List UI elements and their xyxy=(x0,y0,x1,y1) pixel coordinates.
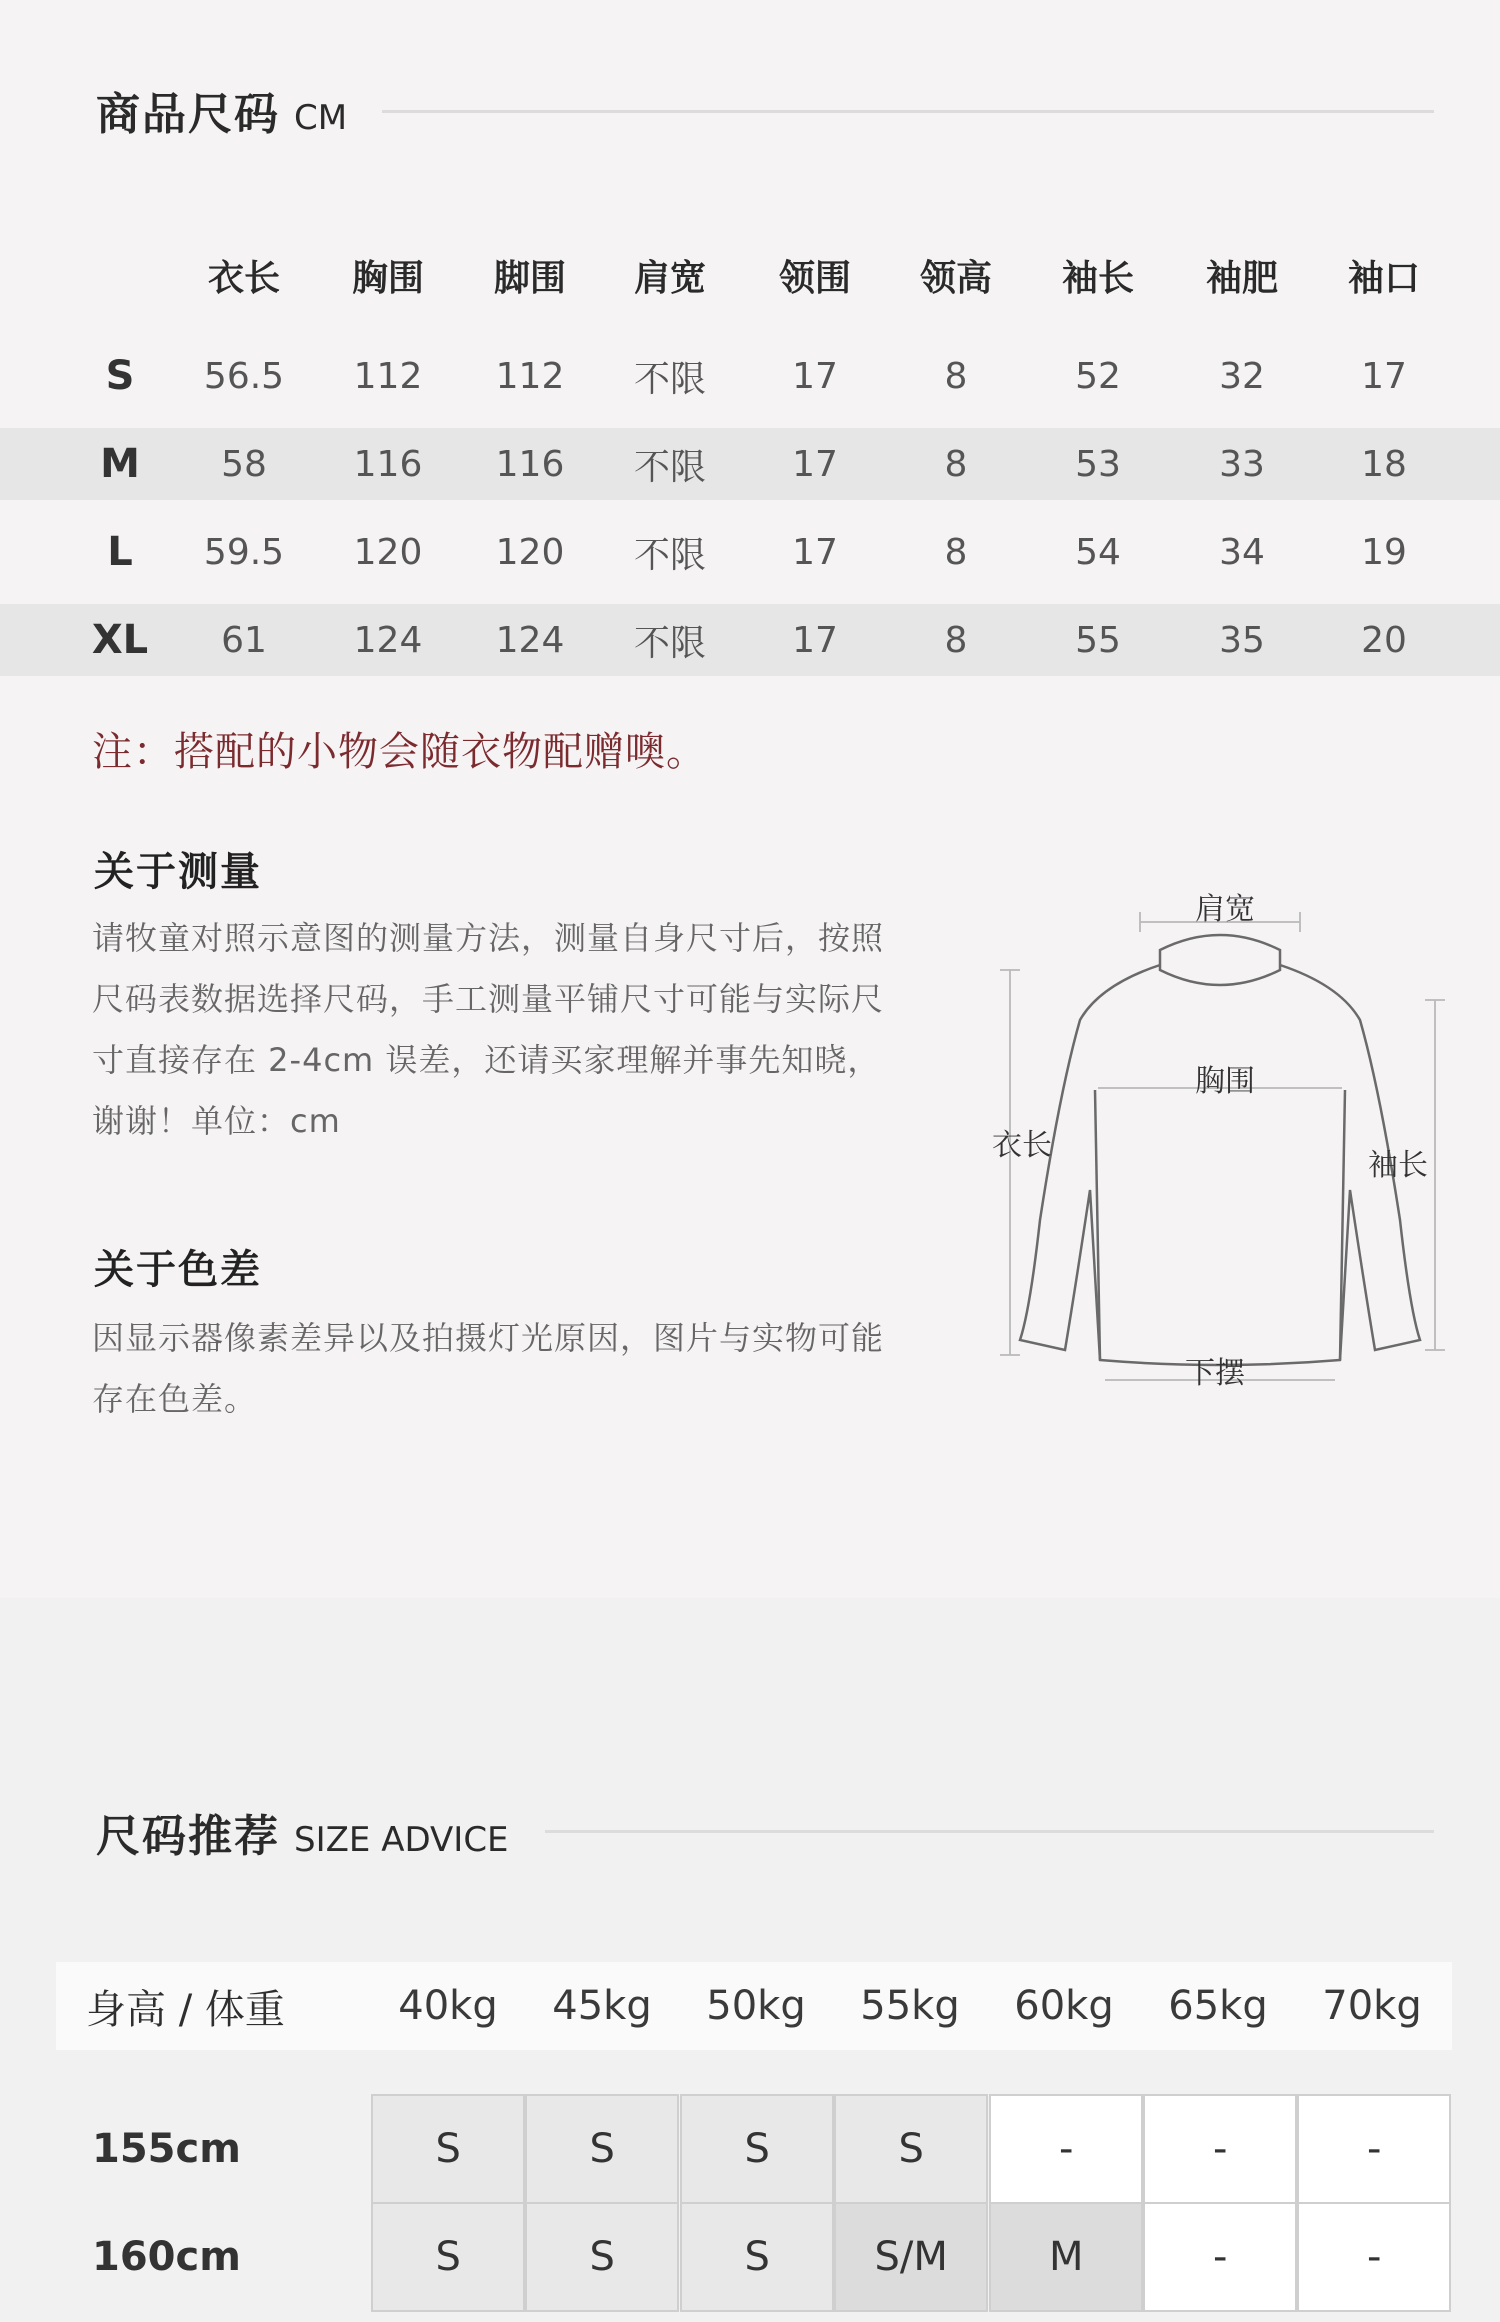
measure-line: 尺码表数据选择尺码，手工测量平铺尺寸可能与实际尺 xyxy=(92,980,885,1018)
size-value: 124 xyxy=(495,619,565,661)
size-value: 112 xyxy=(353,355,423,397)
advice-cell: - xyxy=(1297,2202,1451,2312)
size-value: 35 xyxy=(1219,619,1265,661)
advice-cell: S xyxy=(525,2094,679,2204)
weight-header: 55kg xyxy=(860,1983,960,2029)
size-value: 56.5 xyxy=(203,355,285,397)
color-diff-title: 关于色差 xyxy=(94,1247,262,1293)
size-value: 17 xyxy=(792,531,838,573)
advice-row-160 xyxy=(371,2202,1452,2312)
diagram-label-chest: 胸围 xyxy=(1195,1064,1255,1099)
advice-row-155 xyxy=(371,2094,1452,2204)
size-value: 116 xyxy=(495,443,565,485)
gift-note: 注：搭配的小物会随衣物配赠噢。 xyxy=(92,729,707,775)
header-collar: 领围 xyxy=(778,257,851,299)
size-table-header xyxy=(0,240,1500,310)
size-value: 8 xyxy=(944,443,968,485)
size-value: 116 xyxy=(353,443,423,485)
size-value: 61 xyxy=(221,619,267,661)
advice-title-text: 尺码推荐 xyxy=(96,1811,280,1862)
size-section-title xyxy=(96,78,347,142)
header-length: 衣长 xyxy=(207,257,280,299)
size-value: 17 xyxy=(792,619,838,661)
advice-cell: - xyxy=(1143,2094,1297,2204)
weight-header: 45kg xyxy=(552,1983,652,2029)
size-value: 不限 xyxy=(633,358,706,400)
size-value: 55 xyxy=(1075,619,1121,661)
color-diff-text xyxy=(92,1308,952,1430)
size-section-title-text: 商品尺码 xyxy=(96,89,280,140)
advice-cell: S xyxy=(834,2094,988,2204)
height-label: 160cm xyxy=(92,2234,241,2280)
diagram-label-sleeve: 袖长 xyxy=(1368,1148,1428,1183)
size-value: 53 xyxy=(1075,443,1121,485)
size-value: 124 xyxy=(353,619,423,661)
weight-header: 70kg xyxy=(1322,1983,1422,2029)
advice-cell: - xyxy=(1297,2094,1451,2204)
size-value: 不限 xyxy=(633,534,706,576)
size-value: 58 xyxy=(221,443,267,485)
size-label: XL xyxy=(91,617,149,663)
header-chest: 胸围 xyxy=(351,257,424,299)
size-value: 18 xyxy=(1361,443,1407,485)
advice-cell: M xyxy=(989,2202,1143,2312)
measure-line: 请牧童对照示意图的测量方法，测量自身尺寸后，按照 xyxy=(92,919,885,957)
size-section-unit: CM xyxy=(294,98,348,138)
header-sleeve-length: 袖长 xyxy=(1061,257,1134,299)
size-label: L xyxy=(107,529,133,575)
size-value: 8 xyxy=(944,355,968,397)
weight-header: 65kg xyxy=(1168,1983,1268,2029)
size-value: 8 xyxy=(944,531,968,573)
advice-table-header xyxy=(56,1962,1452,2050)
size-value: 17 xyxy=(792,355,838,397)
size-value: 17 xyxy=(1361,355,1407,397)
size-value: 59.5 xyxy=(203,531,285,573)
size-value: 120 xyxy=(353,531,423,573)
color-diff-line: 因显示器像素差异以及拍摄灯光原因，图片与实物可能 xyxy=(92,1319,885,1357)
measure-line: 谢谢！单位：cm xyxy=(92,1102,341,1140)
measure-line: 寸直接存在 2-4cm 误差，还请买家理解并事先知晓， xyxy=(92,1041,881,1079)
size-value: 54 xyxy=(1075,531,1121,573)
measure-title: 关于测量 xyxy=(94,849,262,895)
advice-cell: S xyxy=(371,2094,525,2204)
size-label: S xyxy=(105,353,135,399)
header-cuff: 袖口 xyxy=(1347,257,1420,299)
advice-title-en: SIZE ADVICE xyxy=(294,1820,509,1860)
advice-corner-label: 身高 / 体重 xyxy=(86,1986,285,2033)
size-row-s xyxy=(0,340,1500,412)
diagram-label-hem: 下摆 xyxy=(1185,1356,1245,1391)
size-row-xl xyxy=(0,604,1500,676)
measure-text xyxy=(92,908,952,1152)
title-divider xyxy=(382,110,1434,113)
size-value: 不限 xyxy=(633,446,706,488)
weight-header: 60kg xyxy=(1014,1983,1114,2029)
advice-section-title xyxy=(96,1800,509,1864)
header-shoulder: 肩宽 xyxy=(633,257,706,299)
advice-cell: S xyxy=(680,2202,834,2312)
advice-cell: - xyxy=(1143,2202,1297,2312)
color-diff-line: 存在色差。 xyxy=(92,1380,258,1418)
size-value: 32 xyxy=(1219,355,1265,397)
advice-cell: S xyxy=(680,2094,834,2204)
header-collar-height: 领高 xyxy=(919,257,992,299)
header-sleeve-width: 袖肥 xyxy=(1205,257,1278,299)
diagram-label-length: 衣长 xyxy=(992,1128,1052,1163)
size-row-m xyxy=(0,428,1500,500)
size-value: 112 xyxy=(495,355,565,397)
size-label: M xyxy=(100,441,140,487)
advice-cell: - xyxy=(989,2094,1143,2204)
size-value: 不限 xyxy=(633,622,706,664)
advice-cell: S xyxy=(371,2202,525,2312)
diagram-label-shoulder: 肩宽 xyxy=(1195,892,1255,927)
height-label: 155cm xyxy=(92,2126,241,2172)
size-value: 8 xyxy=(944,619,968,661)
header-hem: 脚围 xyxy=(493,257,566,299)
advice-cell: S xyxy=(525,2202,679,2312)
size-value: 52 xyxy=(1075,355,1121,397)
size-value: 120 xyxy=(495,531,565,573)
weight-header: 50kg xyxy=(706,1983,806,2029)
size-value: 20 xyxy=(1361,619,1407,661)
size-value: 17 xyxy=(792,443,838,485)
size-row-l xyxy=(0,516,1500,588)
weight-header: 40kg xyxy=(398,1983,498,2029)
size-value: 33 xyxy=(1219,443,1265,485)
size-value: 19 xyxy=(1361,531,1407,573)
measurement-diagram xyxy=(980,890,1460,1410)
advice-cell: S/M xyxy=(834,2202,988,2312)
advice-divider xyxy=(545,1830,1434,1833)
size-value: 34 xyxy=(1219,531,1265,573)
